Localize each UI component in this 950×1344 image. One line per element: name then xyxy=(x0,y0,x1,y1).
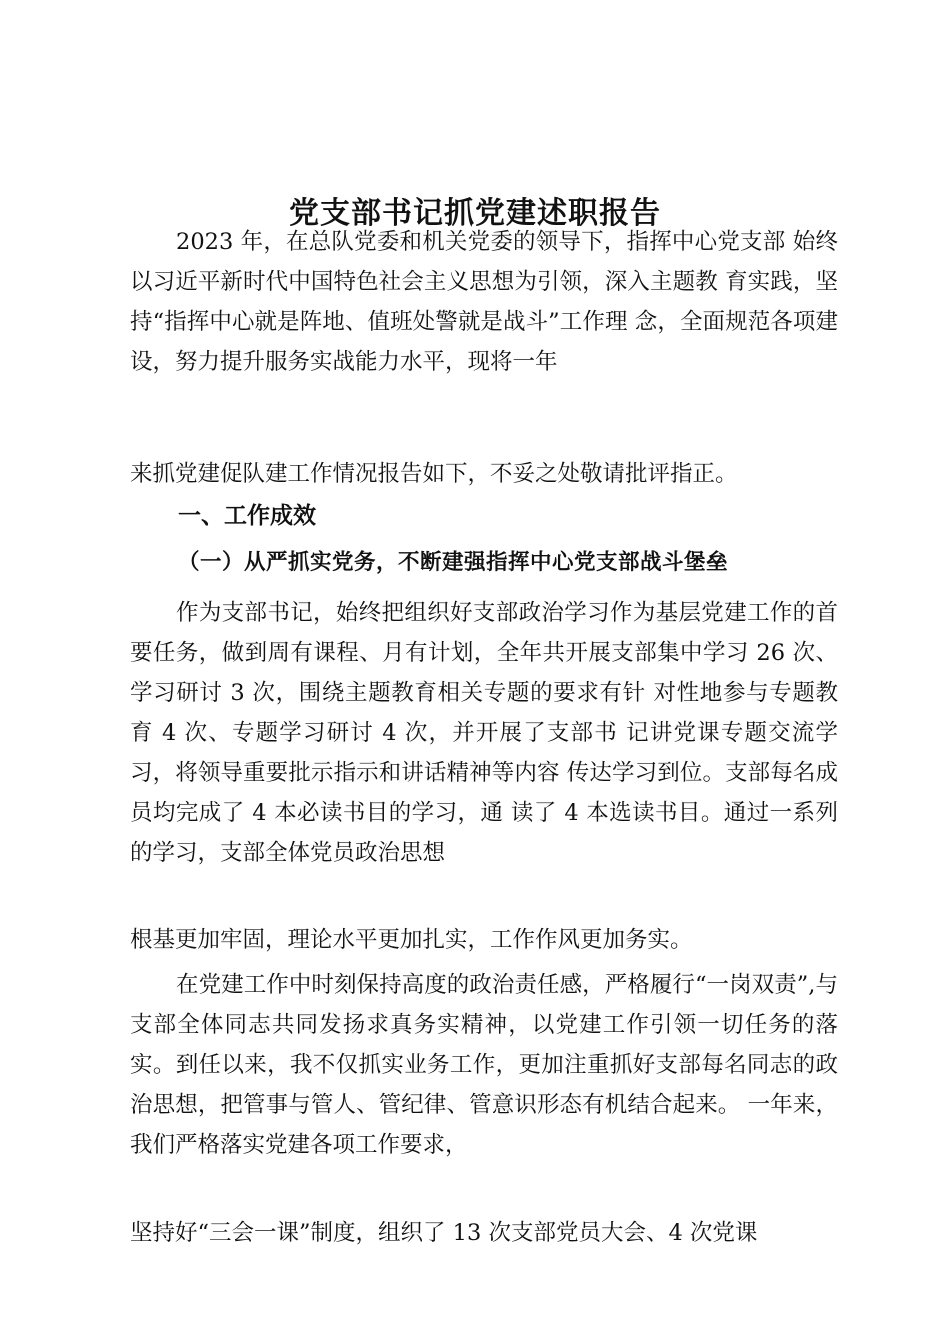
document-title: 党支部书记抓党建述职报告 xyxy=(289,196,661,231)
paragraph-study-continued: 根基更加牢固，理论水平更加扎实，工作作风更加务实。 xyxy=(130,927,693,953)
section-heading: 一、工作成效 xyxy=(178,503,316,529)
paragraph-intro: 2023 年，在总队党委和机关党委的领导下，指挥中心党支部 始终以习近平新时代中国特色社会主义思想为引领，深入主题教 育实践，坚持“指挥中心就是阵地、值班处警就是战斗”工作理 念，全面规范各项建设，努力提升服务实战能力水平，现将一年 xyxy=(130,229,838,375)
paragraph-intro-continued: 来抓党建促队建工作情况报告如下，不妥之处敬请批评指正。 xyxy=(130,461,738,487)
subsection-heading: （一）从严抓实党务，不断建强指挥中心党支部战斗堡垒 xyxy=(178,550,729,575)
paragraph-study: 作为支部书记，始终把组织好支部政治学习作为基层党建工作的首要任务，做到周有课程、月有计划，全年共开展支部集中学习 26 次、学习研讨 3 次，围绕主题教育相关专题的要求有针 对性地参与专题教育 4 次、专题学习研讨 4 次，并开展了支部书 记讲党课专题交流学习，将领导重要批示指示和讲话精神等内容 传达学习到位。支部每名成员均完成了 4 本必读书目的学习，通 读了 4 本选读书目。通过一系列的学习，支部全体党员政治思想 xyxy=(130,600,838,866)
paragraph-meetings: 坚持好“三会一课”制度，组织了 13 次支部党员大会、4 次党课 xyxy=(130,1220,758,1246)
paragraph-responsibility: 在党建工作中时刻保持高度的政治责任感，严格履行“一岗双责”,与支部全体同志共同发扬求真务实精神，以党建工作引领一切任务的落实。到任以来，我不仅抓实业务工作，更加注重抓好支部每名同志的政治思想，把管事与管人、管纪律、管意识形态有机结合起来。 一年来，我们严格落实党建各项工作要求， xyxy=(130,972,838,1158)
